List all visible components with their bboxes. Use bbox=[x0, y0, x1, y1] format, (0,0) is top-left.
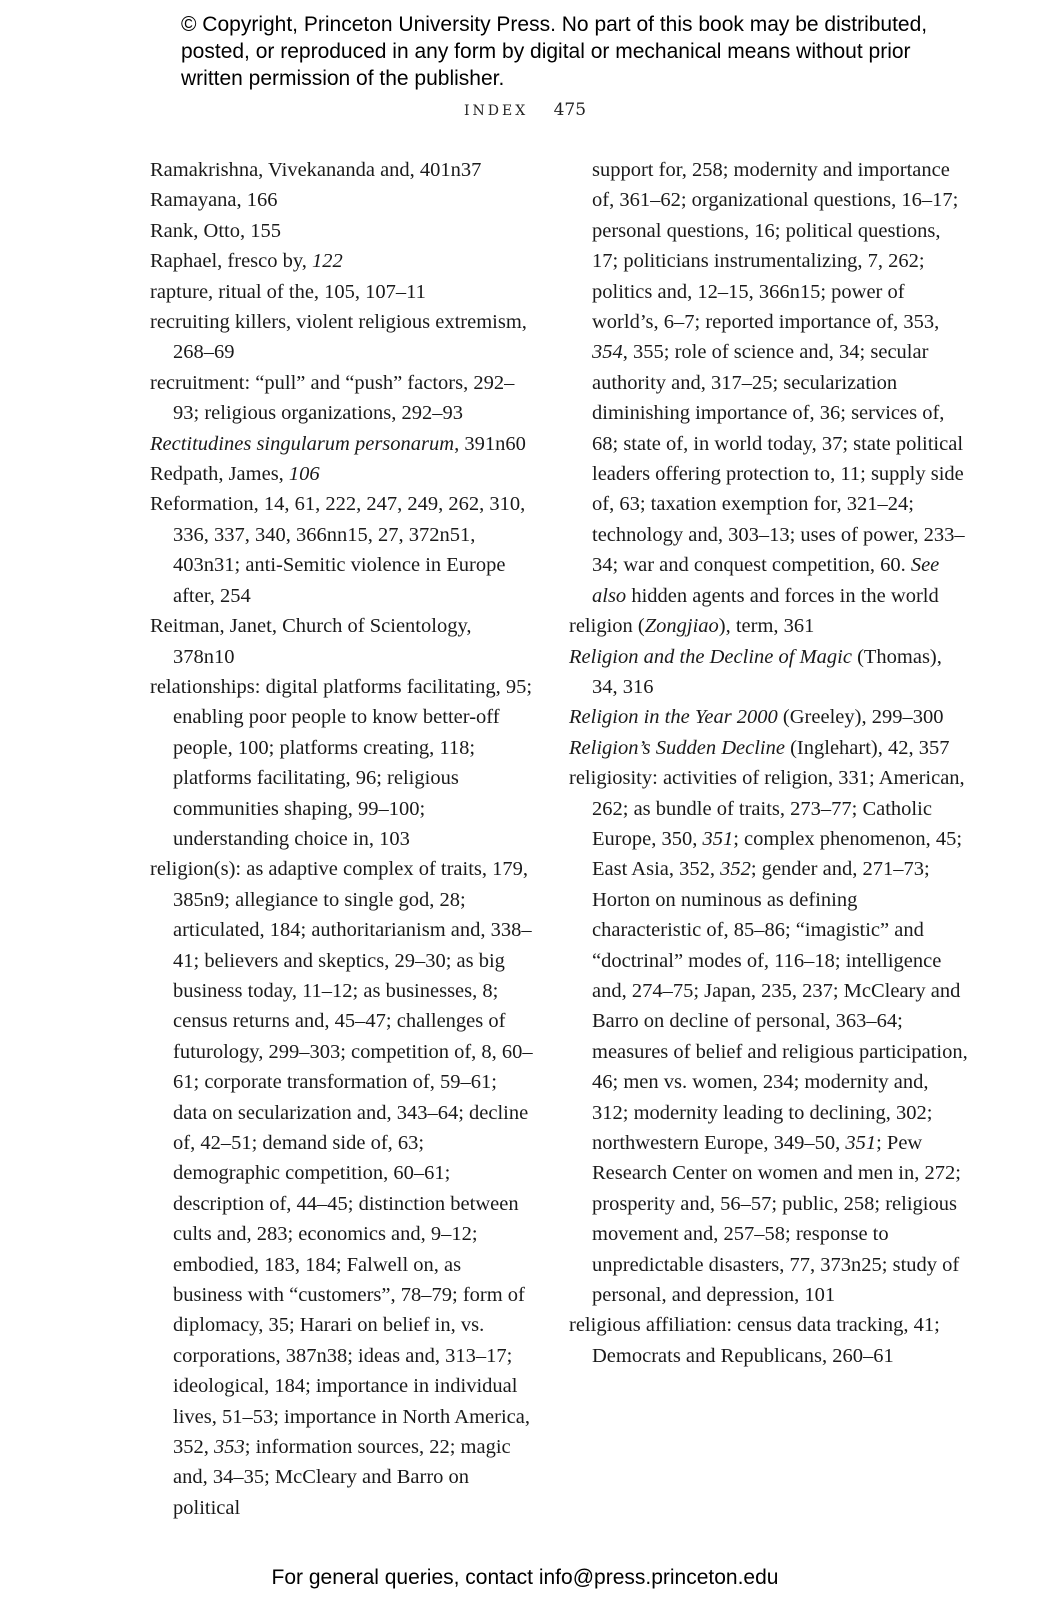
footer-contact: For general queries, contact info@press.princeton.edu bbox=[271, 1566, 779, 1589]
index-entry: relationships: digital platforms facilitating, 95; enabling poor people to know better-off people, 100; platforms creating, 118; platforms facilitating, 96; religious communities shaping, 99–100; understanding choice in, 103 bbox=[150, 675, 533, 850]
index-entry: Reformation, 14, 61, 222, 247, 249, 262, 310, 336, 337, 340, 366nn15, 27, 372n51, 403n31; anti-Semitic violence in Europe after, 254 bbox=[150, 493, 526, 607]
index-column-left bbox=[150, 155, 535, 1523]
running-head bbox=[0, 100, 1050, 120]
index-entry: Ramakrishna, Vivekananda and, 401n37 bbox=[150, 159, 482, 181]
index-column-right bbox=[569, 155, 969, 1371]
index-entry: Religion in the Year 2000 (Greeley), 299–300 bbox=[569, 706, 944, 729]
index-entry: Raphael, fresco by, 122 bbox=[150, 250, 343, 273]
index-entry: Reitman, Janet, Church of Scientology, 378n10 bbox=[150, 615, 472, 668]
index-entry: Rank, Otto, 155 bbox=[150, 219, 281, 242]
index-entry: Ramayana, 166 bbox=[150, 189, 278, 212]
index-entry: recruiting killers, violent religious extremism, 268–69 bbox=[150, 311, 527, 364]
copyright-notice: © Copyright, Princeton University Press. No part of this book may be distributed, posted, or reproduced in any form by digital or mechanical means without prior written permission of the publisher. bbox=[181, 13, 928, 90]
index-entry: rapture, ritual of the, 105, 107–11 bbox=[150, 280, 426, 303]
page-number: 475 bbox=[553, 100, 587, 120]
index-entry: religion (Zongjiao), term, 361 bbox=[569, 615, 815, 638]
running-head-label: INDEX bbox=[463, 103, 529, 119]
index-entry: recruitment: “pull” and “push” factors, 292–93; religious organizations, 292–93 bbox=[150, 371, 515, 425]
index-entry: support for, 258; modernity and importance of, 361–62; organizational questions, 16–17; personal questions, 16; political questions, 17; politicians instrumentalizing, 7, 262; politics and, 12–15, 366n15; power of world’s, 6–7; reported importance of, 353, 354, 355; role of science and, 34; secular authority and, 317–25; secularization diminishing importance of, 36; services of, 68; state of, in world today, 37; state political leaders offering protection to, 11; supply side of, 63; taxation exemption for, 321–24; technology and, 303–13; uses of power, 233–34; war and conquest competition, 60. See also hidden agents and forces in the world bbox=[592, 159, 965, 607]
index-entry: religion(s): as adaptive complex of traits, 179, 385n9; allegiance to single god, 28; articulated, 184; authoritarianism and, 338–41; believers and skeptics, 29–30; as big business today, 11–12; as businesses, 8; census returns and, 45–47; challenges of futurology, 299–303; competition of, 8, 60–61; corporate transformation of, 59–61; data on secularization and, 343–64; decline of, 42–51; demand side of, 63; demographic competition, 60–61; description of, 44–45; distinction between cults and, 283; economics and, 9–12; embodied, 183, 184; Falwell on, as business with “customers”, 78–79; form of diplomacy, 35; Harari on belief in, vs. corporations, 387n38; ideas and, 313–17; ideological, 184; importance in individual lives, 51–53; importance in North America, 352, 353; information sources, 22; magic and, 34–35; McCleary and Barro on political bbox=[150, 858, 533, 1519]
index-entry: Rectitudines singularum personarum, 391n60 bbox=[150, 432, 526, 455]
index-entry: Religion and the Decline of Magic (Thomas), 34, 316 bbox=[569, 645, 942, 698]
index-entry: religious affiliation: census data tracking, 41; Democrats and Republicans, 260–61 bbox=[569, 1314, 940, 1367]
index-entry: religiosity: activities of religion, 331; American, 262; as bundle of traits, 273–77; Catholic Europe, 350, 351; complex phenomenon, 45; East Asia, 352, 352; gender and, 271–73; Horton on numinous as defining characteristic of, 85–86; “imagistic” and “doctrinal” modes of, 116–18; intelligence and, 274–75; Japan, 235, 237; McCleary and Barro on decline of personal, 363–64; measures of belief and religious participation, 46; men vs. women, 234; modernity and, 312; modernity leading to declining, 302; northwestern Europe, 349–50, 351; Pew Research Center on women and men in, 272; prosperity and, 56–57; public, 258; religious movement and, 257–58; response to unpredictable disasters, 77, 373n25; study of personal, and depression, 101 bbox=[569, 767, 968, 1307]
index-entry: Redpath, James, 106 bbox=[150, 463, 320, 486]
index-entry: Religion’s Sudden Decline (Inglehart), 42, 357 bbox=[569, 736, 950, 759]
